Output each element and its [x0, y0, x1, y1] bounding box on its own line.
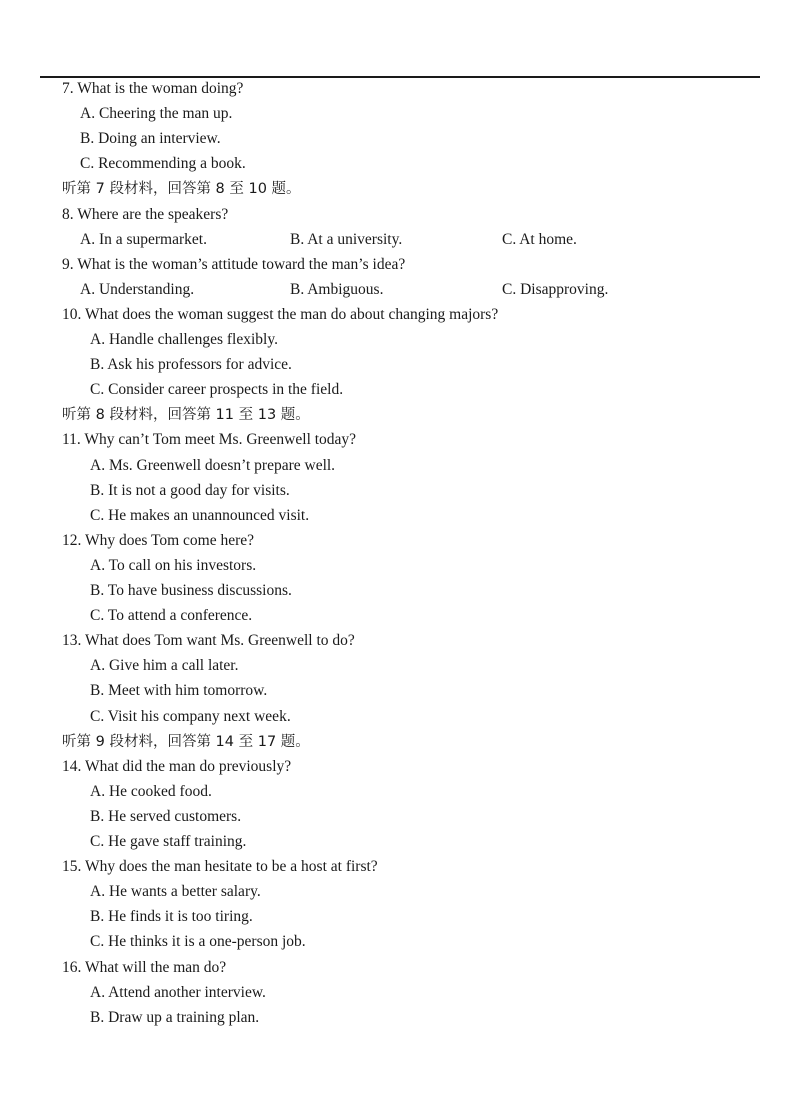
question-11: 11. Why can’t Tom meet Ms. Greenwell today?: [62, 431, 357, 449]
question-12: 12. Why does Tom come here?: [62, 531, 255, 549]
question-13: 13. What does Tom want Ms. Greenwell to do?: [62, 632, 355, 650]
question-15: 15. Why does the man hesitate to be a host at first?: [62, 858, 378, 876]
option: B. Draw up a training plan.: [90, 1008, 260, 1026]
option: C. He makes an unannounced visit.: [90, 506, 310, 524]
section-instruction: 听第 8 段材料，回答第 11 至 13 题。: [62, 407, 310, 424]
option: A. Understanding.: [80, 280, 195, 298]
option: C. Recommending a book.: [80, 155, 246, 173]
option: A. Ms. Greenwell doesn’t prepare well.: [90, 456, 336, 474]
option: C. He thinks it is a one-person job.: [90, 933, 306, 951]
question-10: 10. What does the woman suggest the man do about changing majors?: [62, 305, 499, 323]
option: B. Meet with him tomorrow.: [90, 682, 268, 700]
question-9: 9. What is the woman’s attitude toward the man’s idea?: [62, 255, 406, 273]
option: A. Give him a call later.: [90, 657, 239, 675]
option: C. Visit his company next week.: [90, 707, 291, 725]
option: B. He finds it is too tiring.: [90, 908, 253, 926]
option: C. He gave staff training.: [90, 833, 247, 850]
option: A. He wants a better salary.: [90, 883, 261, 901]
option: A. Attend another interview.: [90, 983, 266, 1001]
option: B. It is not a good day for visits.: [90, 481, 290, 499]
option: B. Ambiguous.: [290, 280, 384, 298]
option: B. Doing an interview.: [80, 130, 221, 148]
option: B. At a university.: [290, 230, 403, 248]
question-7: 7. What is the woman doing?: [62, 80, 244, 97]
option: A. In a supermarket.: [80, 230, 207, 248]
option: C. Disapproving.: [502, 280, 609, 298]
option: C. At home.: [502, 230, 577, 248]
option: B. Ask his professors for advice.: [90, 356, 292, 374]
option: C. To attend a conference.: [90, 607, 253, 625]
option: A. Cheering the man up.: [80, 105, 233, 123]
section-instruction: 听第 9 段材料，回答第 14 至 17 题。: [62, 733, 310, 750]
option: A. He cooked food.: [90, 782, 212, 800]
top-rule: [40, 76, 760, 78]
option: B. He served customers.: [90, 807, 242, 825]
question-16: 16. What will the man do?: [62, 958, 227, 976]
option: C. Consider career prospects in the field.: [90, 381, 344, 399]
option: B. To have business discussions.: [90, 582, 292, 599]
question-14: 14. What did the man do previously?: [62, 757, 292, 775]
option: A. Handle challenges flexibly.: [90, 331, 278, 348]
section-instruction: 听第 7 段材料，回答第 8 至 10 题。: [62, 181, 301, 198]
question-8: 8. Where are the speakers?: [62, 205, 229, 223]
option: A. To call on his investors.: [90, 556, 257, 574]
